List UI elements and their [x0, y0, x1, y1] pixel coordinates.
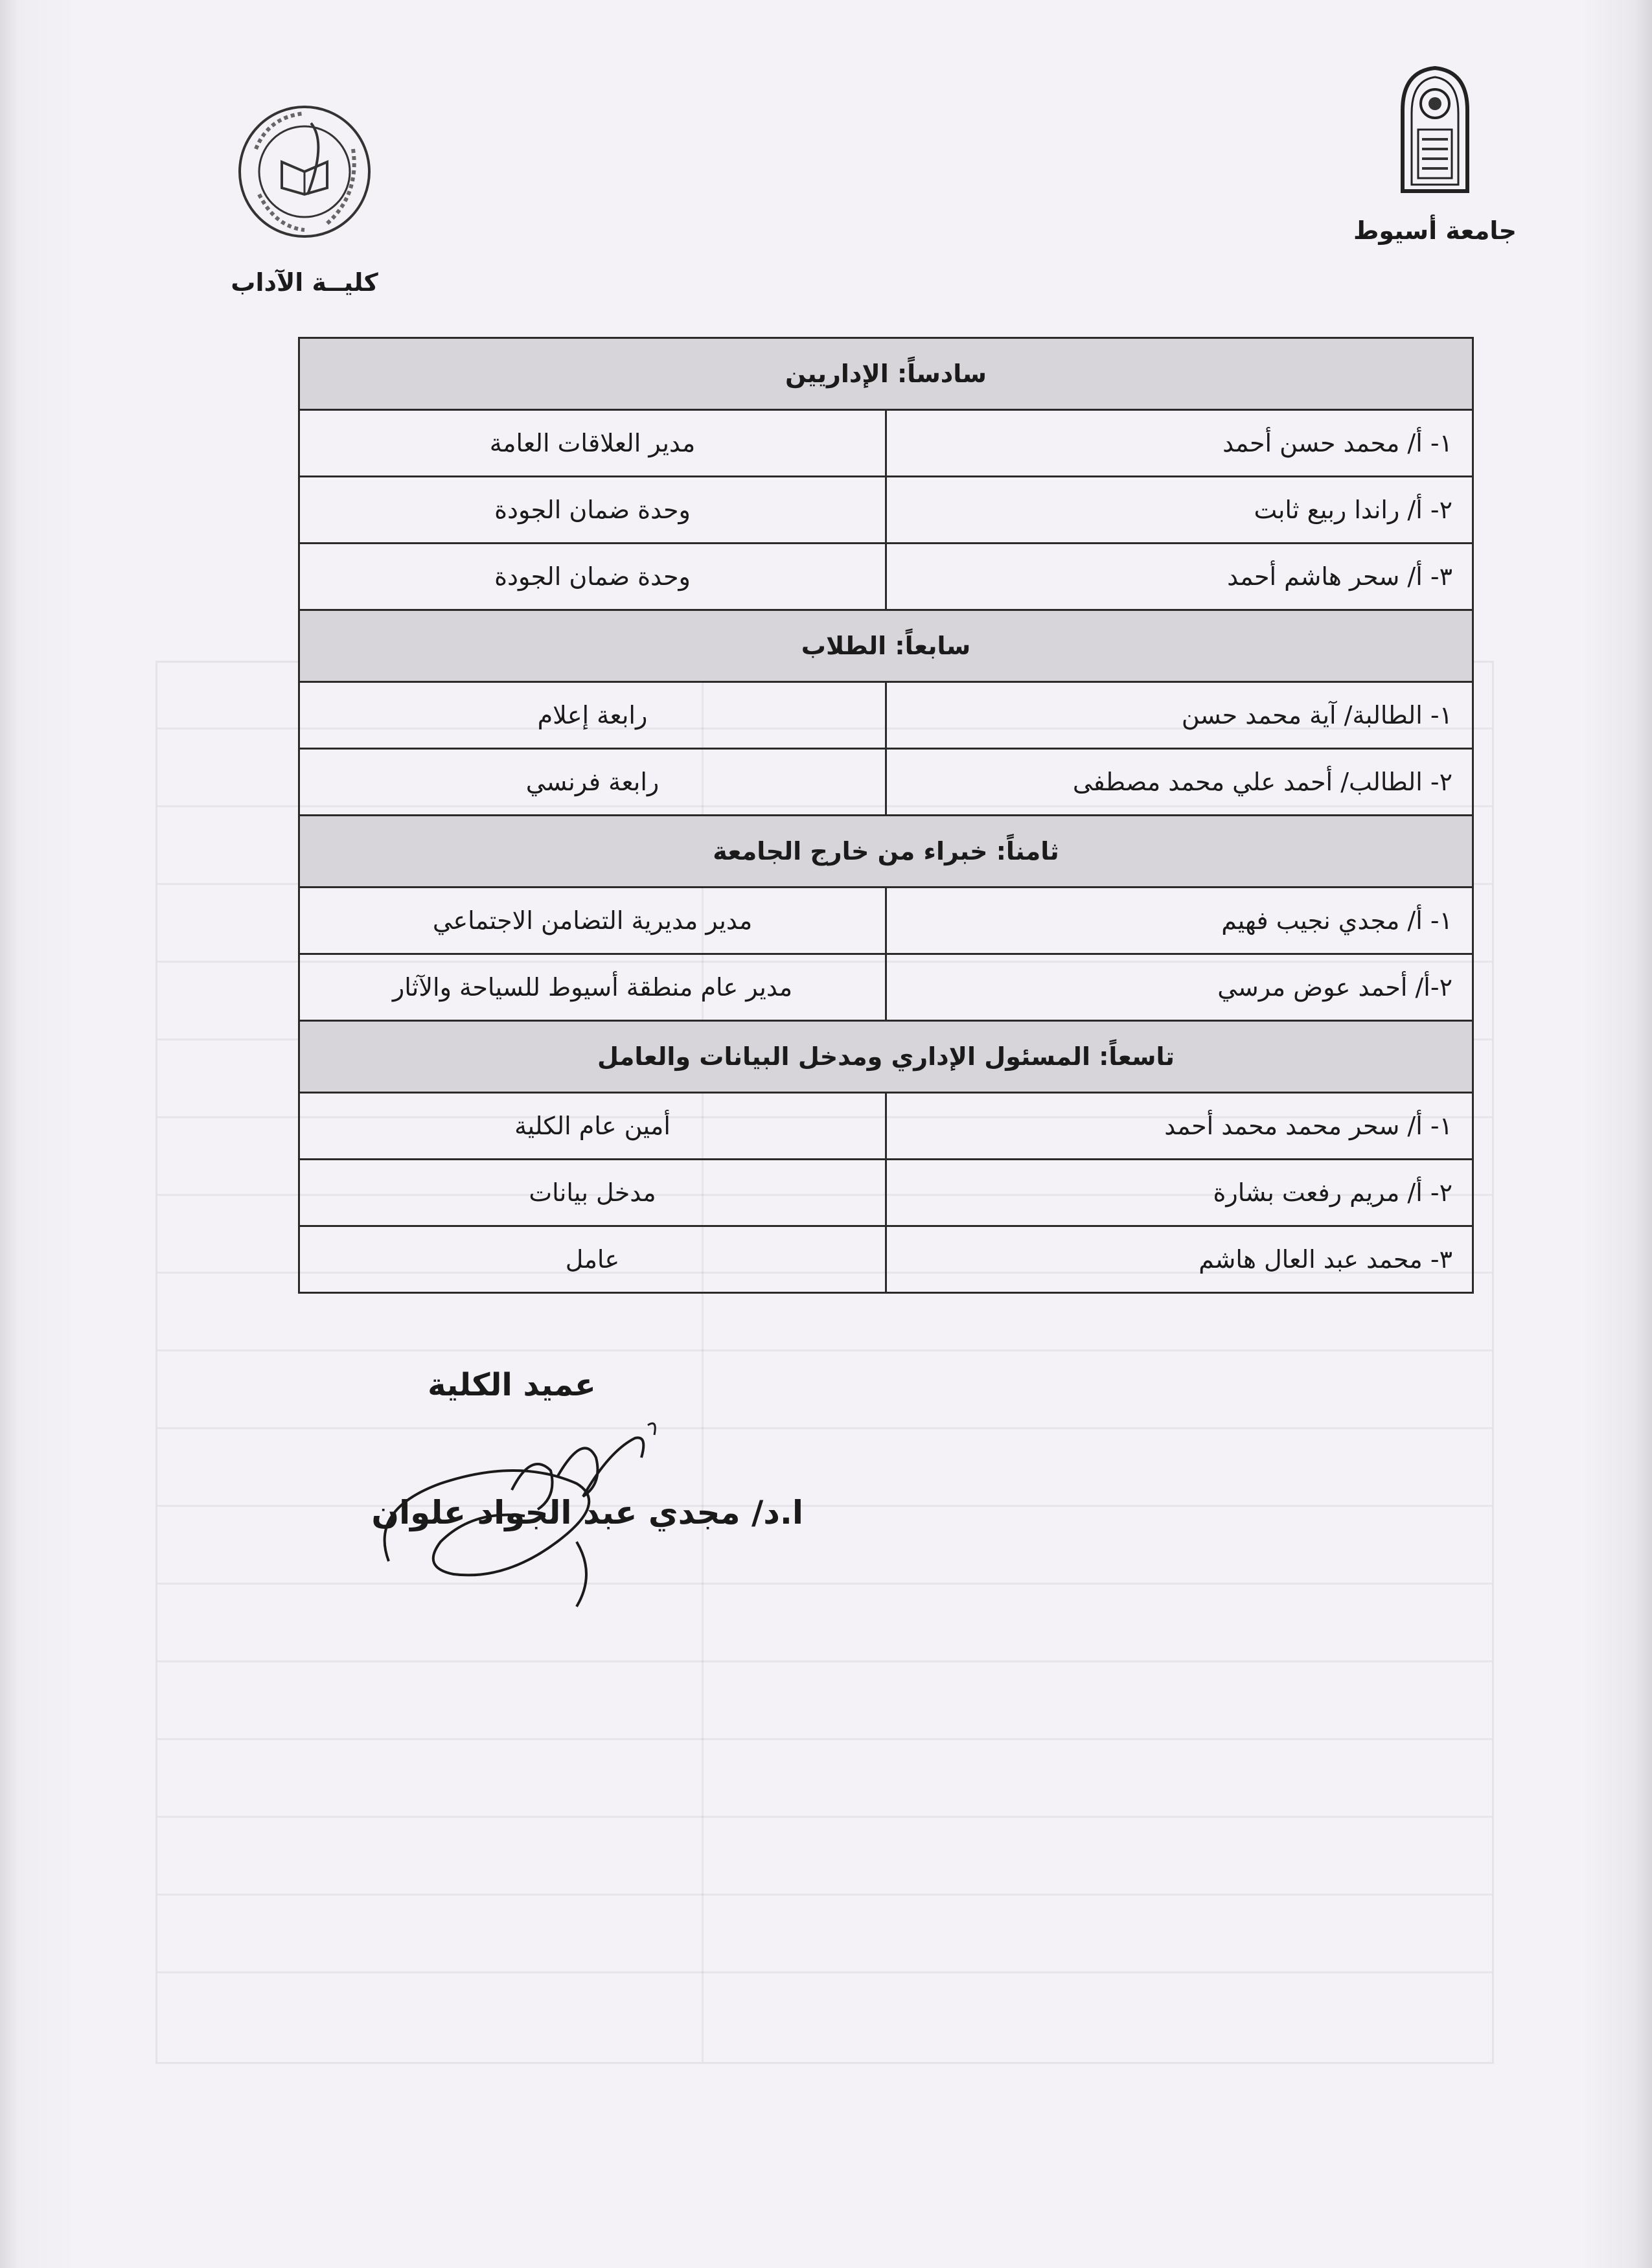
university-header: [1328, 65, 1542, 245]
member-role: رابعة إعلام: [299, 682, 886, 749]
table-row: [299, 749, 1473, 816]
faculty-header: [188, 97, 421, 297]
member-role: رابعة فرنسي: [299, 749, 886, 816]
section-header-row: [299, 1021, 1473, 1093]
member-name: ١- أ/ سحر محمد محمد أحمد: [886, 1093, 1473, 1160]
section-title: سادساً: الإداريين: [299, 338, 1473, 410]
member-name: ١- أ/ مجدي نجيب فهيم: [886, 888, 1473, 954]
member-role: وحدة ضمان الجودة: [299, 544, 886, 610]
committee-table-container: [298, 337, 1474, 1294]
member-name: ٢- أ/ راندا ربيع ثابت: [886, 477, 1473, 544]
section-title: تاسعاً: المسئول الإداري ومدخل البيانات والعامل: [299, 1021, 1473, 1093]
table-row: [299, 1093, 1473, 1160]
university-emblem-icon: [1390, 65, 1480, 194]
committee-table: [298, 337, 1474, 1294]
table-row: [299, 410, 1473, 477]
member-role: أمين عام الكلية: [299, 1093, 886, 1160]
member-name: ٢-أ/ أحمد عوض مرسي: [886, 954, 1473, 1021]
section-header-row: [299, 816, 1473, 888]
member-role: مدير العلاقات العامة: [299, 410, 886, 477]
member-name: ٢- الطالب/ أحمد علي محمد مصطفى: [886, 749, 1473, 816]
faculty-name: كليــة الآداب: [231, 268, 378, 297]
university-name: جامعة أسيوط: [1353, 216, 1517, 245]
member-role: مدير عام منطقة أسيوط للسياحة والآثار: [299, 954, 886, 1021]
table-row: [299, 1226, 1473, 1293]
member-name: ١- أ/ محمد حسن أحمد: [886, 410, 1473, 477]
member-role: وحدة ضمان الجودة: [299, 477, 886, 544]
table-row: [299, 477, 1473, 544]
member-name: ٢- أ/ مريم رفعت بشارة: [886, 1160, 1473, 1226]
table-row: [299, 888, 1473, 954]
member-role: مدير مديرية التضامن الاجتماعي: [299, 888, 886, 954]
table-row: [299, 544, 1473, 610]
faculty-seal-icon: [230, 97, 379, 246]
dean-name: ا.د/ مجدي عبد الجواد علوان: [371, 1494, 803, 1531]
member-name: ٣- محمد عبد العال هاشم: [886, 1226, 1473, 1293]
table-row: [299, 682, 1473, 749]
member-name: ١- الطالبة/ آية محمد حسن: [886, 682, 1473, 749]
section-header-row: [299, 338, 1473, 410]
section-title: سابعاً: الطلاب: [299, 610, 1473, 682]
member-name: ٣- أ/ سحر هاشم أحمد: [886, 544, 1473, 610]
member-role: عامل: [299, 1226, 886, 1293]
section-title: ثامناً: خبراء من خارج الجامعة: [299, 816, 1473, 888]
table-row: [299, 954, 1473, 1021]
handwritten-signature: [363, 1412, 726, 1620]
member-role: مدخل بيانات: [299, 1160, 886, 1226]
section-header-row: [299, 610, 1473, 682]
dean-title: عميد الكلية: [428, 1367, 596, 1403]
table-row: [299, 1160, 1473, 1226]
